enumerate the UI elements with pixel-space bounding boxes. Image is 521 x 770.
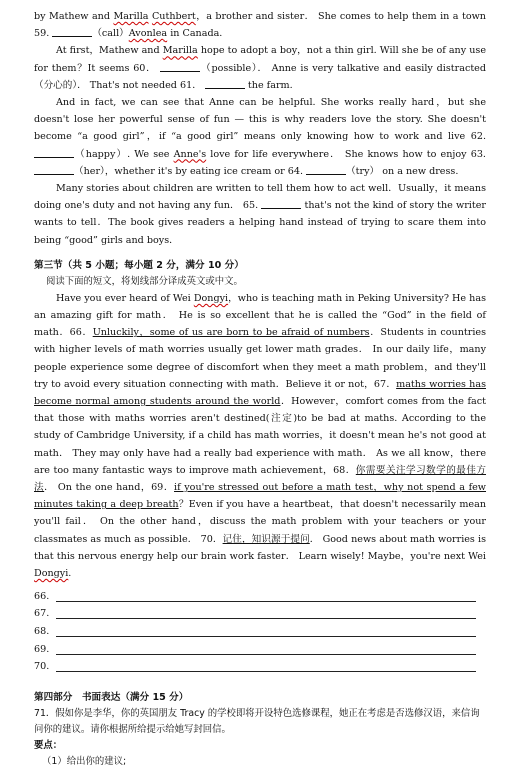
text: by Mathew and [34, 11, 114, 22]
hint: （her），whether it's by eating ice cream or [74, 165, 288, 177]
spellcheck-word: Dongyi [193, 292, 229, 304]
answer-blank-59[interactable] [52, 26, 92, 37]
text: ，a brother and sister． She comes to help them in a town [195, 11, 486, 22]
question-number: 62. [470, 131, 486, 143]
question-number: 61． [179, 79, 202, 91]
answer-line-66[interactable] [34, 584, 486, 602]
spellcheck-word: Cuthbert [151, 11, 196, 22]
text: that's not the kind of story the writer wants to tell．The book gives readers a helping hand instead of trying to scare them into being “good” girls and boys． [34, 200, 486, 246]
text: ． On the one hand，69． [44, 482, 175, 494]
answer-blank-64[interactable] [306, 164, 346, 175]
answer-line-70[interactable] [34, 655, 486, 673]
passage-paragraph-4 [34, 180, 486, 249]
writing-line[interactable] [56, 589, 476, 602]
answer-line-68[interactable] [34, 619, 486, 637]
spellcheck-word: Marilla [113, 11, 149, 22]
spellcheck-word: Marilla [162, 45, 198, 57]
point-1: （1）给出你的建议; [42, 756, 127, 768]
text: . [68, 568, 72, 580]
underlined-sentence-69: if you're stressed out before a math test，why not spend a few minutes taking a deep breath [34, 482, 487, 511]
writing-line[interactable] [56, 624, 476, 637]
spellcheck-word: Anne's [173, 148, 207, 160]
writing-line[interactable] [56, 606, 476, 619]
underlined-sentence-67: maths worries has become normal among students around the world [34, 378, 486, 408]
text: ？Even if you have a heartbeat，that doesn't necessarily mean you'll fail． On the other hand，discuss the math problem with your teachers or your classmates as much as possible． 70． [34, 499, 486, 545]
translation-article [34, 290, 486, 582]
answer-blank-60[interactable] [160, 61, 200, 72]
passage-paragraph-1 [34, 8, 486, 42]
underlined-sentence-70: 记住，知识源于提问 [222, 533, 310, 545]
answer-line-number: 68. [34, 626, 50, 638]
question-number: 64. [287, 165, 304, 177]
underlined-sentence-66: Unluckily，some of us are born to be afraid of numbers [92, 327, 370, 339]
passage-paragraph-3 [34, 94, 486, 180]
question-number: 65. [242, 200, 259, 212]
text: ．Students in countries with higher levels of math worries usually get lower math grades． In our daily life，many people experience some degree of discomfort when they meet a math problem，and they'll try to avoid every situation connecting with math．Believe it or not，67． [34, 327, 486, 390]
answer-line-69[interactable] [34, 637, 486, 655]
answer-line-67[interactable] [34, 602, 486, 620]
part-4-heading: 第四部分 书面表达（满分 15 分） [34, 692, 189, 704]
question-number: 59. [34, 28, 50, 40]
text: Have you ever heard of Wei [56, 292, 194, 304]
hint: （try） on a new dress. [346, 165, 459, 177]
answer-blank-65[interactable] [261, 198, 301, 209]
points-label: 要点： [34, 740, 63, 752]
document-page [34, 8, 486, 770]
answer-line-number: 69. [34, 643, 50, 655]
hint: （possible）． Anne is very talkative and easily distracted（分心的）． That's not needed [34, 62, 486, 91]
answer-line-number: 66. [34, 590, 50, 602]
writing-prompt: 71．假如你是李华，你的英国朋友 Tracy 的学校即将开设特色选修课程，她正在考虑是否选修汉语，来信询问你的建议。请你根据所给提示给她写封回信。 [34, 708, 480, 736]
answer-blank-62[interactable] [34, 147, 74, 158]
section-3-instruction: 阅读下面的短文，将划线部分译成英文或中文。 [46, 275, 243, 287]
question-number: 60． [133, 62, 157, 74]
spellcheck-word: Avonlea [128, 28, 168, 40]
writing-line[interactable] [56, 642, 476, 655]
hint: （happy）. We see [74, 148, 174, 160]
text: And in fact, we can see that Anne can be helpful. She works really hard，but she doesn't lose her powerful sense of fun — this is why readers love the story. She doesn't become “a good girl”，if “a good girl” means only knowing how to work and live [34, 97, 486, 143]
text: ． Good news about math worries is that this nervous energy help our brain work faster． Learn wisely! Maybe，you're next Wei [34, 533, 486, 562]
text: love for life everywhere． She knows how to enjoy [206, 148, 471, 160]
answer-lines [34, 584, 486, 672]
text: Many stories about children are written to tell them how to act well．Usually，it means doing one's duty and not having any fun． [34, 183, 486, 212]
passage-paragraph-2 [34, 42, 486, 94]
answer-blank-61[interactable] [205, 78, 245, 89]
writing-line[interactable] [56, 659, 476, 672]
text: the farm. [244, 79, 293, 91]
answer-line-number: 67. [34, 608, 50, 620]
text: ．However，comfort comes from the fact that those with maths worries aren't destined(注定)to be bad at maths. According to the study of Cambridge University, if a child has math worries，it doesn't mean he's not good at math． They may only have had a really bad experience with math． As we all know，there are too many fantastic ways to improve math achievement，68． [34, 396, 486, 476]
question-number: 63. [470, 148, 486, 160]
underlined-sentence-68: 你需要关注学习数学的最佳方法 [34, 464, 487, 494]
text: At first，Mathew and [56, 45, 163, 57]
answer-blank-63[interactable] [34, 164, 74, 175]
hint: （call） [92, 28, 129, 40]
answer-line-number: 70. [34, 661, 50, 673]
section-3-heading: 第三节（共 5 小题；每小题 2 分，满分 10 分） [34, 259, 244, 271]
text: hope to adopt a boy，not a thin girl. Will she be of any use for them？It seems [34, 45, 486, 74]
text: ，who is teaching math in Peking University? He has an amazing gift for math． He is so excellent that he is called the “God” in the field of math．66． [34, 292, 486, 339]
text: in Canada. [167, 28, 223, 40]
spellcheck-word: Dongyi [34, 568, 69, 580]
